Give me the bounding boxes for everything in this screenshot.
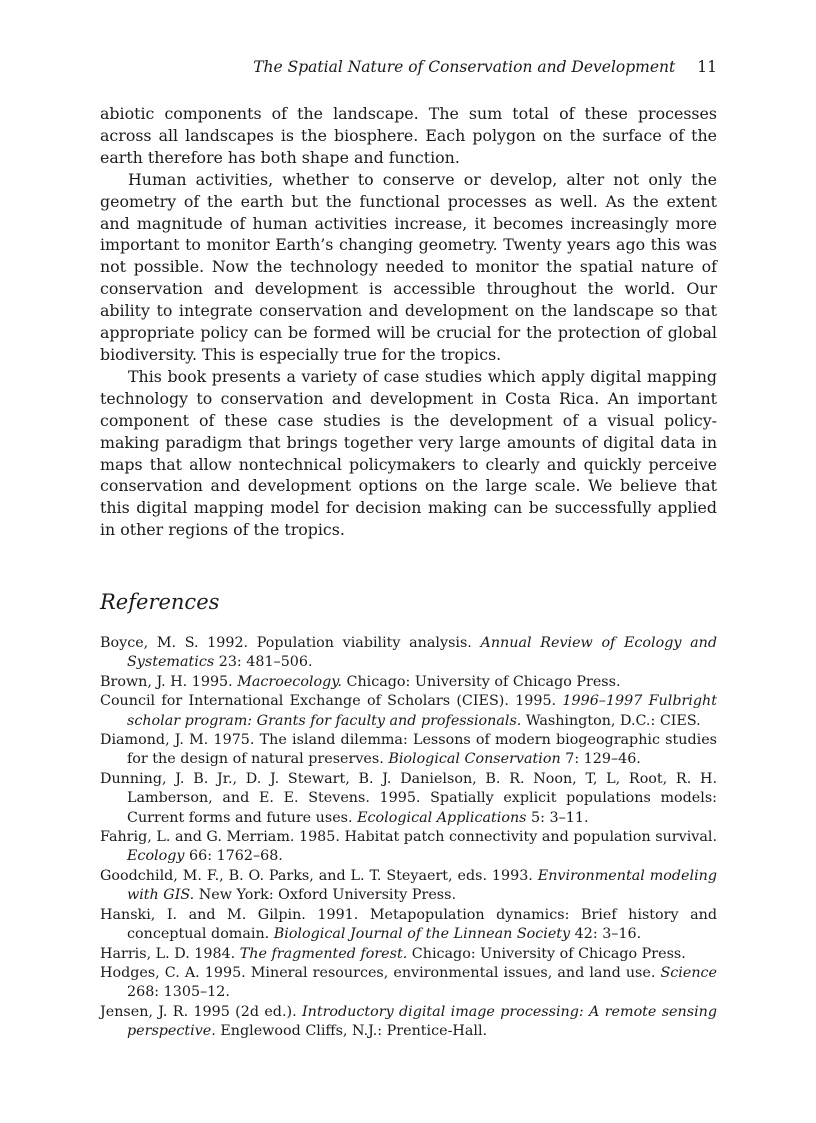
body-text: [100, 103, 717, 541]
reference-entry: Harris, L. D. 1984. The fragmented forest. Chicago: University of Chicago Press.: [100, 945, 686, 962]
paragraph: abiotic components of the landscape. The sum total of these processes across all landscapes is the biosphere. Each polygon on the surface of the earth therefore has both shape and function.: [100, 104, 717, 167]
page-number: 11: [697, 58, 717, 76]
running-head-title: The Spatial Nature of Conservation and Development: [253, 58, 676, 76]
reference-entry: Goodchild, M. F., B. O. Parks, and L. T. Steyaert, eds. 1993. Environmental modeling with GIS. New York: Oxford University Press.: [100, 867, 717, 904]
paragraph: Human activities, whether to conserve or develop, alter not only the geometry of the earth but the functional processes as well. As the extent and magnitude of human activities increase, it becomes increasingly more important to monitor Earth’s changing geometry. Twenty years ago this was not possible. Now the technology needed to monitor the spatial nature of conservation and development is accessible throughout the world. Our ability to integrate conservation and development on the landscape so that appropriate policy can be formed will be crucial for the protection of global biodiversity. This is especially true for the tropics.: [100, 169, 717, 364]
references-list: [100, 634, 717, 1042]
reference-entry: Dunning, J. B. Jr., D. J. Stewart, B. J. Danielson, B. R. Noon, T, L, Root, R. H. Lamberson, and E. E. Stevens. 1995. Spatially explicit populations models: Current forms and future uses. Ecological Applications 5: 3–11.: [100, 770, 717, 826]
reference-entry: Boyce, M. S. 1992. Population viability analysis. Annual Review of Ecology and Systematics 23: 481–506.: [100, 635, 717, 671]
paragraph: This book presents a variety of case studies which apply digital mapping technology to conservation and development in Costa Rica. An important component of these case studies is the development of a visual policy-making paradigm that brings together very large amounts of digital data in maps that allow nontechnical policymakers to clearly and quickly perceive conservation and development options on the large scale. We believe that this digital mapping model for decision making can be successfully applied in other regions of the tropics.: [100, 366, 717, 540]
references-heading: References: [100, 590, 220, 614]
reference-entry: Jensen, J. R. 1995 (2d ed.). Introductory digital image processing: A remote sensing perspective. Englewood Cliffs, N.J.: Prentice-Hall.: [100, 1003, 717, 1040]
reference-entry: Brown, J. H. 1995. Macroecology. Chicago: University of Chicago Press.: [100, 673, 621, 690]
reference-entry: Hodges, C. A. 1995. Mineral resources, environmental issues, and land use. Science 268: 1305–12.: [100, 964, 717, 1001]
running-head: [253, 57, 717, 77]
reference-entry: Diamond, J. M. 1975. The island dilemma: Lessons of modern biogeographic studies for the design of natural preserves. Biological Conservation 7: 129–46.: [100, 732, 717, 768]
reference-entry: Fahrig, L. and G. Merriam. 1985. Habitat patch connectivity and population survival. Ecology 66: 1762–68.: [100, 829, 717, 865]
reference-entry: Council for International Exchange of Scholars (CIES). 1995. 1996–1997 Fulbright scholar program: Grants for faculty and professionals. Washington, D.C.: CIES.: [100, 693, 717, 729]
reference-entry: Hanski, I. and M. Gilpin. 1991. Metapopulation dynamics: Brief history and conceptual domain. Biological Journal of the Linnean Society 42: 3–16.: [100, 906, 717, 943]
